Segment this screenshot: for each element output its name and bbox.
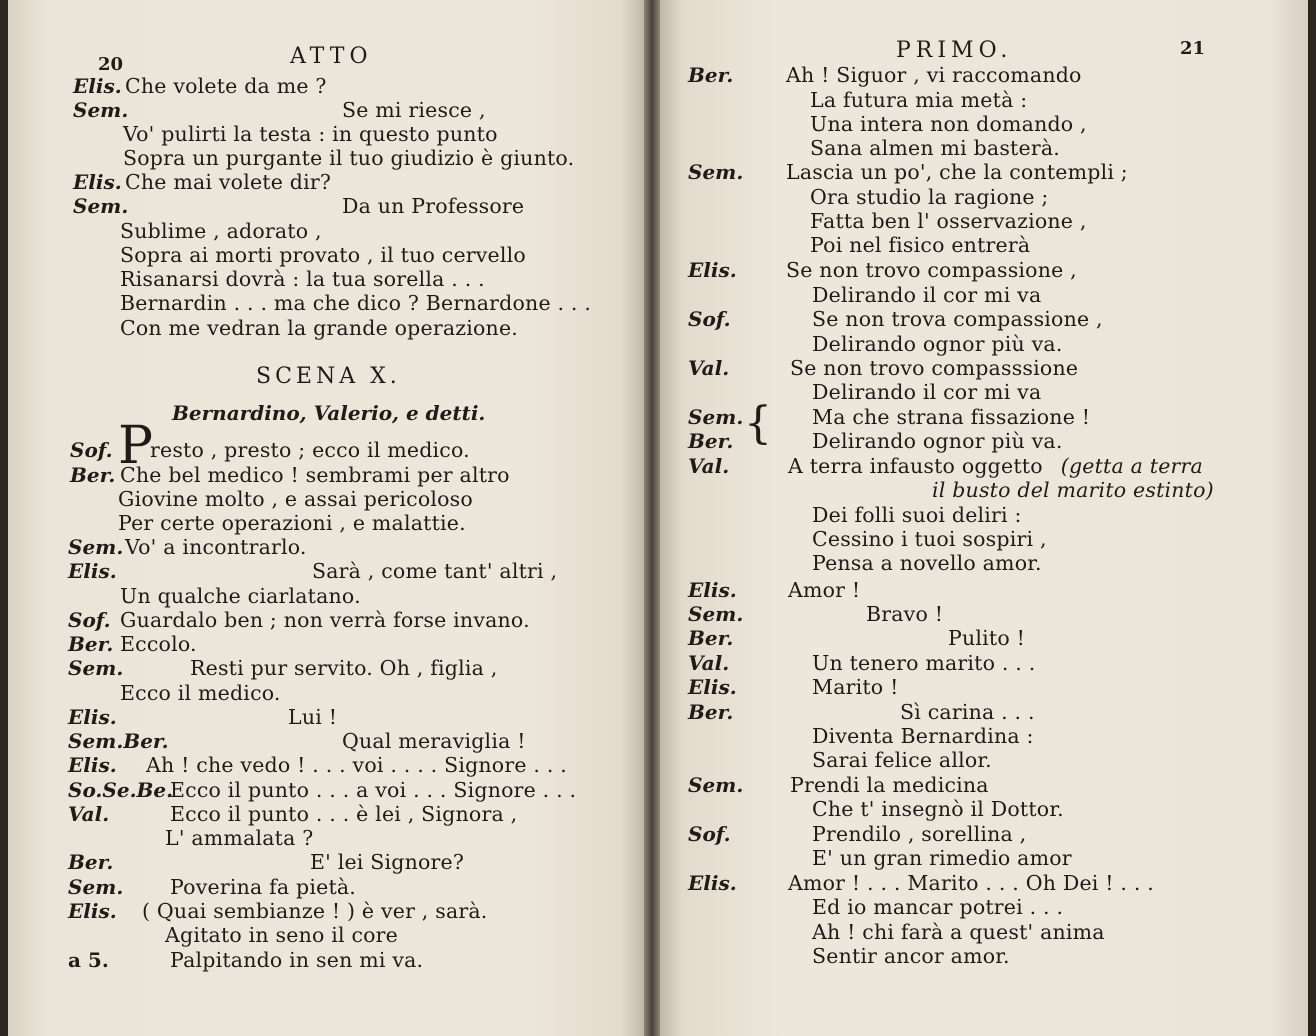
verse-line: Se non trovo compasssione bbox=[790, 356, 1079, 380]
speaker-label: Sem.Ber. bbox=[68, 729, 169, 753]
verse-line: Delirando ognor più va. bbox=[812, 332, 1063, 356]
verse-line: Con me vedran la grande operazione. bbox=[120, 316, 518, 340]
speaker-label: Sem. bbox=[68, 535, 124, 559]
verse-line: Sopra un purgante il tuo giudizio è giunto. bbox=[123, 146, 575, 170]
verse-line: Sì carina . . . bbox=[900, 700, 1035, 724]
speaker-label: Sof. bbox=[688, 307, 731, 331]
speaker-label: Elis. bbox=[68, 705, 117, 729]
verse-line: Ecco il punto . . . è lei , Signora , bbox=[170, 802, 518, 826]
verse-line: Ecco il punto . . . a voi . . . Signore . . . bbox=[170, 778, 577, 802]
verse-line: Ora studio la ragione ; bbox=[810, 185, 1049, 209]
verse-line: Che mai volete dir? bbox=[125, 170, 332, 194]
speaker-label: Elis. bbox=[68, 753, 117, 777]
verse-line: Sopra ai morti provato , il tuo cervello bbox=[120, 243, 526, 267]
verse-line: Poi nel fisico entrerà bbox=[810, 233, 1031, 257]
verse-line: Un qualche ciarlatano. bbox=[120, 584, 361, 608]
verse-line: Diventa Bernardina : bbox=[812, 724, 1034, 748]
verse-line: Delirando il cor mi va bbox=[812, 283, 1042, 307]
page-number-right: 21 bbox=[1180, 38, 1206, 59]
speaker-label: Elis. bbox=[73, 170, 122, 194]
verse-line: Che volete da me ? bbox=[125, 74, 327, 98]
verse-line: Lascia un po', che la contempli ; bbox=[786, 160, 1128, 184]
running-head-right: PRIMO. bbox=[896, 38, 1013, 63]
speaker-label: Sem. bbox=[688, 405, 744, 429]
speaker-label: Ber. bbox=[68, 850, 114, 874]
verse-line: Sublime , adorato , bbox=[120, 219, 322, 243]
speaker-label: Sem. bbox=[688, 773, 744, 797]
verse-line: Sarai felice allor. bbox=[812, 748, 992, 772]
speaker-label: Ber. bbox=[688, 700, 734, 724]
speaker-label: Elis. bbox=[68, 559, 117, 583]
verse-line: Marito ! bbox=[812, 675, 899, 699]
speaker-label: Ber. bbox=[70, 463, 116, 487]
stage-direction: (getta a terra bbox=[1060, 454, 1203, 478]
verse-line: Guardalo ben ; non verrà forse invano. bbox=[120, 608, 530, 632]
verse-line: Prendilo , sorellina , bbox=[812, 822, 1027, 846]
verse-line: Da un Professore bbox=[342, 194, 525, 218]
verse-line: Pensa a novello amor. bbox=[812, 551, 1042, 575]
verse-line: Che t' insegnò il Dottor. bbox=[812, 797, 1064, 821]
verse-line: Vo' a incontrarlo. bbox=[125, 535, 307, 559]
verse-line: Delirando ognor più va. bbox=[812, 429, 1063, 453]
speaker-label: Ber. bbox=[688, 63, 734, 87]
verse-line: E' un gran rimedio amor bbox=[812, 846, 1072, 870]
drop-cap: P bbox=[118, 416, 153, 476]
verse-line: Cessino i tuoi sospiri , bbox=[812, 527, 1047, 551]
verse-line: Ecco il medico. bbox=[120, 681, 281, 705]
speaker-label: Elis. bbox=[688, 258, 737, 282]
speaker-label: Sem. bbox=[73, 98, 129, 122]
speaker-label: Sof. bbox=[68, 608, 111, 632]
verse-line: Amor ! . . . Marito . . . Oh Dei ! . . . bbox=[788, 871, 1155, 895]
book-gutter bbox=[644, 0, 660, 1036]
speaker-label: Elis. bbox=[688, 871, 737, 895]
page-number-left: 20 bbox=[98, 54, 124, 75]
speaker-label: Sem. bbox=[68, 875, 124, 899]
verse-line: Un tenero marito . . . bbox=[812, 651, 1036, 675]
speaker-brace: { bbox=[744, 398, 772, 449]
verse-line: Vo' pulirti la testa : in questo punto bbox=[123, 122, 498, 146]
verse-line: Prendi la medicina bbox=[790, 773, 989, 797]
verse-line: Bernardin . . . ma che dico ? Bernardone . . . bbox=[120, 291, 592, 315]
verse-line: Delirando il cor mi va bbox=[812, 380, 1042, 404]
verse-line: Se non trova compassione , bbox=[812, 307, 1103, 331]
verse-line: Sarà , come tant' altri , bbox=[312, 559, 558, 583]
verse-line: L' ammalata ? bbox=[165, 826, 314, 850]
verse-line: il busto del marito estinto) bbox=[932, 478, 1214, 502]
verse-line: Ah ! che vedo ! . . . voi . . . . Signore . . . bbox=[146, 753, 567, 777]
verse-line: Se mi riesce , bbox=[342, 98, 486, 122]
verse-line: Per certe operazioni , e malattie. bbox=[118, 511, 466, 535]
verse-line: Amor ! bbox=[788, 578, 861, 602]
verse-line: Sentir ancor amor. bbox=[812, 944, 1010, 968]
verse-line: Ah ! chi farà a quest' anima bbox=[812, 920, 1105, 944]
verse-line: resto , presto ; ecco il medico. bbox=[150, 438, 470, 462]
speaker-label: Sof. bbox=[688, 822, 731, 846]
verse-line: Risanarsi dovrà : la tua sorella . . . bbox=[120, 267, 485, 291]
verse-line: Se non trovo compassione , bbox=[786, 258, 1077, 282]
verse-line: Giovine molto , e assai pericoloso bbox=[118, 487, 473, 511]
speaker-label: Val. bbox=[688, 651, 730, 675]
speaker-label: Ber. bbox=[688, 429, 734, 453]
verse-line: Poverina fa pietà. bbox=[170, 875, 357, 899]
verse-line: Qual meraviglia ! bbox=[342, 729, 526, 753]
speaker-label: Sem. bbox=[73, 194, 129, 218]
scene-title: SCENA X. bbox=[256, 364, 401, 389]
verse-line: Che bel medico ! sembrami per altro bbox=[120, 463, 510, 487]
speaker-label: Elis. bbox=[688, 578, 737, 602]
verse-line: Eccolo. bbox=[120, 632, 197, 656]
speaker-label: Sem. bbox=[688, 602, 744, 626]
verse-line: Sana almen mi basterà. bbox=[810, 136, 1060, 160]
speaker-label: Ber. bbox=[68, 632, 114, 656]
verse-line: La futura mia metà : bbox=[810, 88, 1028, 112]
running-head-left: ATTO bbox=[290, 44, 373, 69]
speaker-label: Sem. bbox=[68, 656, 124, 680]
verse-line: Bravo ! bbox=[866, 602, 944, 626]
speaker-label: So.Se.Be. bbox=[68, 778, 174, 802]
verse-line: ( Quai sembianze ! ) è ver , sarà. bbox=[142, 899, 488, 923]
verse-line: Dei folli suoi deliri : bbox=[812, 503, 1022, 527]
verse-line: Pulito ! bbox=[948, 626, 1026, 650]
speaker-label: Sof. bbox=[70, 438, 113, 462]
verse-line: E' lei Signore? bbox=[310, 850, 465, 874]
speaker-label: Ber. bbox=[688, 626, 734, 650]
verse-line: Ed io mancar potrei . . . bbox=[812, 895, 1064, 919]
verse-line: Una intera non domando , bbox=[810, 112, 1087, 136]
speaker-label: a 5. bbox=[68, 948, 109, 972]
speaker-label: Sem. bbox=[688, 160, 744, 184]
speaker-label: Elis. bbox=[688, 675, 737, 699]
speaker-label: Elis. bbox=[73, 74, 122, 98]
scene-cast: Bernardino, Valerio, e detti. bbox=[172, 401, 486, 425]
speaker-label: Val. bbox=[68, 802, 110, 826]
verse-line: A terra infausto oggetto (getta a terra bbox=[788, 454, 1203, 478]
speaker-label: Val. bbox=[688, 454, 730, 478]
verse-line: Fatta ben l' osservazione , bbox=[810, 209, 1087, 233]
verse-line: Lui ! bbox=[288, 705, 338, 729]
verse-line: Palpitando in sen mi va. bbox=[170, 948, 424, 972]
verse-line: Ah ! Siguor , vi raccomando bbox=[786, 63, 1082, 87]
verse-line: Ma che strana fissazione ! bbox=[812, 405, 1091, 429]
speaker-label: Elis. bbox=[68, 899, 117, 923]
speaker-label: Val. bbox=[688, 356, 730, 380]
verse-line: Agitato in seno il core bbox=[165, 923, 399, 947]
verse-line: Resti pur servito. Oh , figlia , bbox=[190, 656, 498, 680]
